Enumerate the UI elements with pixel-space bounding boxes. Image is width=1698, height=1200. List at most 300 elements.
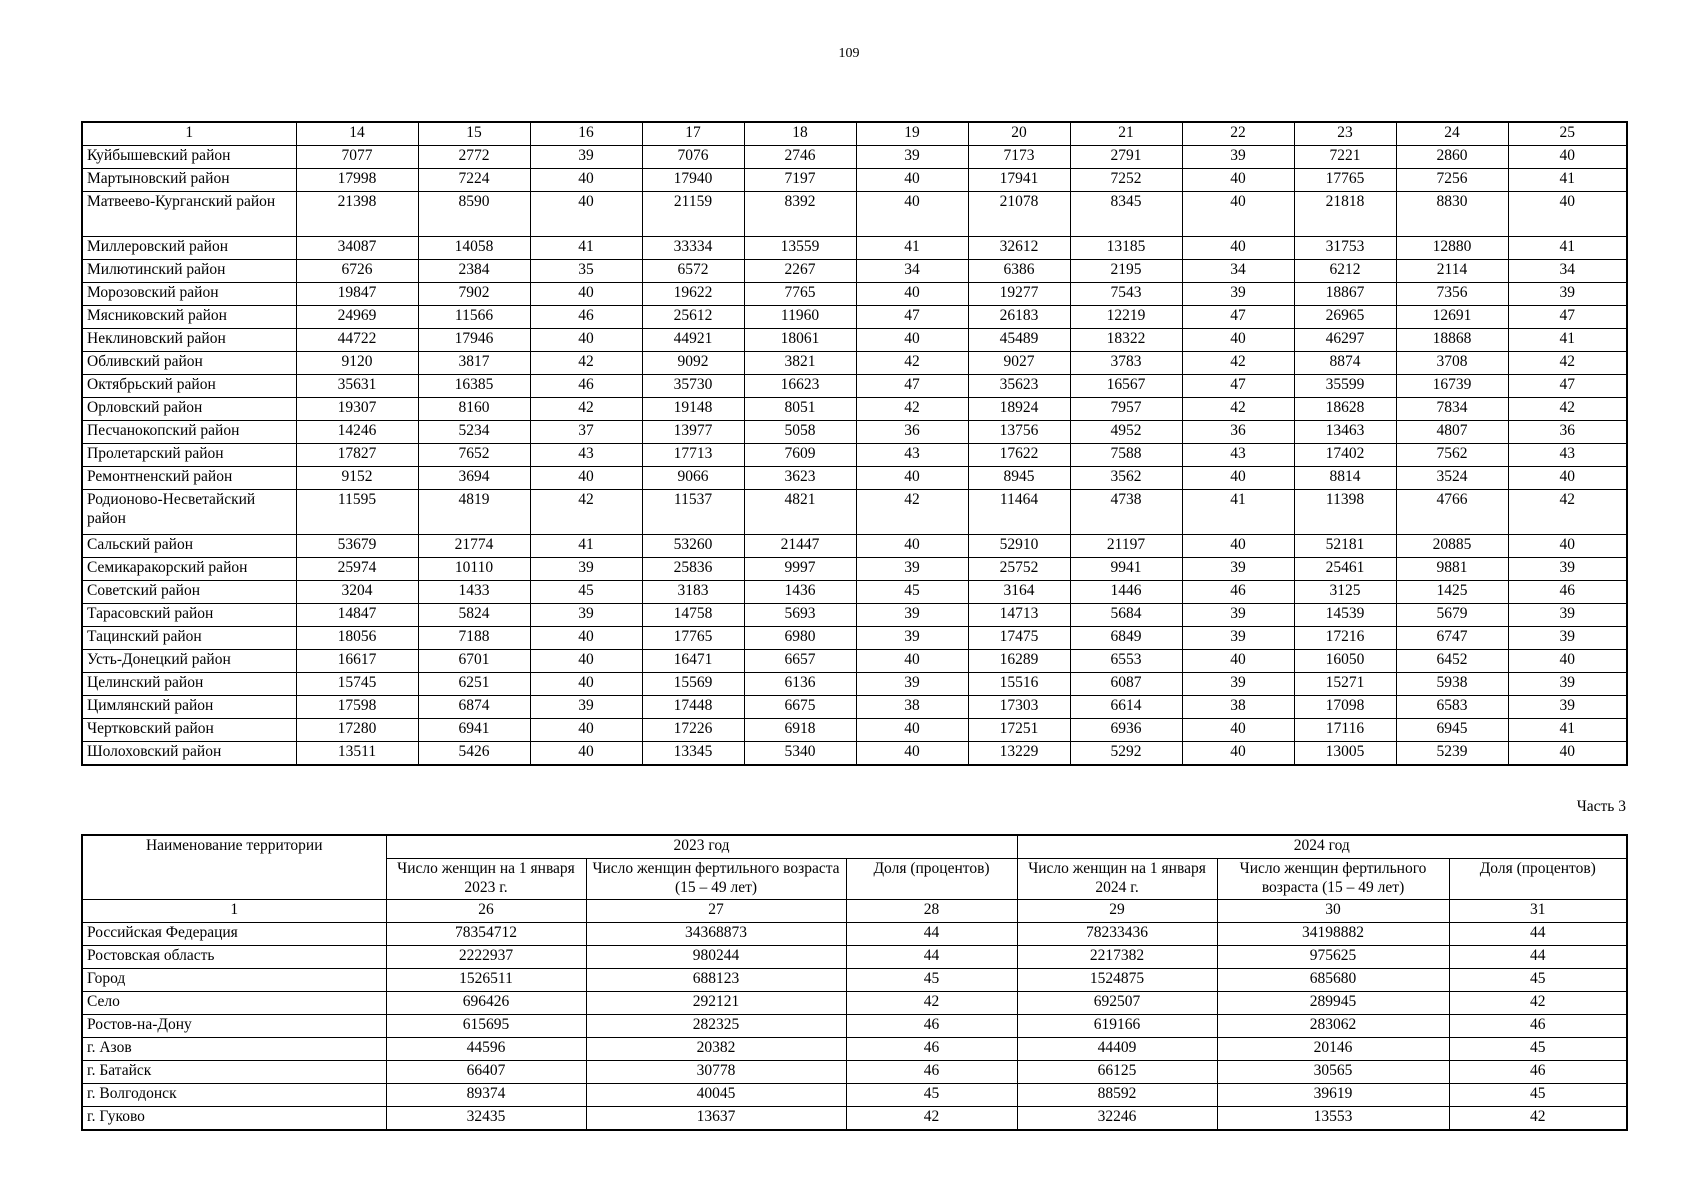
value-cell: 3183 bbox=[642, 581, 744, 604]
value-cell: 17827 bbox=[296, 444, 418, 467]
share-2023-header: Доля (процентов) bbox=[846, 859, 1017, 900]
value-cell: 3562 bbox=[1070, 467, 1182, 490]
value-cell: 44409 bbox=[1017, 1038, 1217, 1061]
value-cell: 5426 bbox=[418, 742, 530, 766]
value-cell: 21078 bbox=[968, 192, 1070, 237]
column-number-cell: 29 bbox=[1017, 900, 1217, 923]
value-cell: 66407 bbox=[386, 1061, 586, 1084]
table-row bbox=[82, 673, 1627, 696]
value-cell: 7765 bbox=[744, 283, 856, 306]
value-cell: 4821 bbox=[744, 490, 856, 535]
value-cell: 19277 bbox=[968, 283, 1070, 306]
table-row bbox=[82, 283, 1627, 306]
value-cell: 52910 bbox=[968, 535, 1070, 558]
value-cell: 36 bbox=[1182, 421, 1294, 444]
district-name-cell: Советский район bbox=[82, 581, 296, 604]
value-cell: 19307 bbox=[296, 398, 418, 421]
value-cell: 20382 bbox=[586, 1038, 846, 1061]
table-row bbox=[82, 169, 1627, 192]
value-cell: 17402 bbox=[1294, 444, 1396, 467]
fertile-2023-header: Число женщин фертильного возраста (15 – 49 лет) bbox=[586, 859, 846, 900]
value-cell: 17765 bbox=[1294, 169, 1396, 192]
value-cell: 39 bbox=[856, 146, 968, 169]
header-row-years bbox=[82, 835, 1627, 859]
district-name-cell: Неклиновский район bbox=[82, 329, 296, 352]
value-cell: 41 bbox=[856, 237, 968, 260]
value-cell: 25752 bbox=[968, 558, 1070, 581]
value-cell: 696426 bbox=[386, 992, 586, 1015]
table-row bbox=[82, 444, 1627, 467]
value-cell: 1436 bbox=[744, 581, 856, 604]
column-number-cell: 31 bbox=[1449, 900, 1627, 923]
value-cell: 15516 bbox=[968, 673, 1070, 696]
value-cell: 292121 bbox=[586, 992, 846, 1015]
column-number-cell: 1 bbox=[82, 900, 386, 923]
value-cell: 7076 bbox=[642, 146, 744, 169]
value-cell: 45489 bbox=[968, 329, 1070, 352]
value-cell: 6945 bbox=[1396, 719, 1508, 742]
year-2023-header: 2023 год bbox=[386, 835, 1017, 859]
value-cell: 688123 bbox=[586, 969, 846, 992]
value-cell: 8051 bbox=[744, 398, 856, 421]
value-cell: 7221 bbox=[1294, 146, 1396, 169]
value-cell: 39 bbox=[1182, 283, 1294, 306]
value-cell: 14539 bbox=[1294, 604, 1396, 627]
value-cell: 43 bbox=[530, 444, 642, 467]
value-cell: 6553 bbox=[1070, 650, 1182, 673]
value-cell: 40 bbox=[1182, 329, 1294, 352]
value-cell: 40 bbox=[856, 192, 968, 237]
district-name-cell: Миллеровский район bbox=[82, 237, 296, 260]
value-cell: 3817 bbox=[418, 352, 530, 375]
value-cell: 53260 bbox=[642, 535, 744, 558]
value-cell: 42 bbox=[846, 1107, 1017, 1131]
value-cell: 17098 bbox=[1294, 696, 1396, 719]
value-cell: 19622 bbox=[642, 283, 744, 306]
table-row bbox=[82, 604, 1627, 627]
value-cell: 21197 bbox=[1070, 535, 1182, 558]
table-row bbox=[82, 650, 1627, 673]
value-cell: 39 bbox=[530, 696, 642, 719]
table-row bbox=[82, 969, 1627, 992]
territory-name-cell: Ростовская область bbox=[82, 946, 386, 969]
value-cell: 282325 bbox=[586, 1015, 846, 1038]
value-cell: 34 bbox=[1182, 260, 1294, 283]
value-cell: 13463 bbox=[1294, 421, 1396, 444]
value-cell: 13559 bbox=[744, 237, 856, 260]
value-cell: 41 bbox=[530, 237, 642, 260]
value-cell: 17598 bbox=[296, 696, 418, 719]
value-cell: 45 bbox=[1449, 1038, 1627, 1061]
value-cell: 42 bbox=[856, 352, 968, 375]
value-cell: 40 bbox=[1508, 535, 1627, 558]
value-cell: 6136 bbox=[744, 673, 856, 696]
table-row bbox=[82, 719, 1627, 742]
value-cell: 46 bbox=[846, 1061, 1017, 1084]
value-cell: 39 bbox=[1182, 604, 1294, 627]
value-cell: 20146 bbox=[1217, 1038, 1449, 1061]
value-cell: 6980 bbox=[744, 627, 856, 650]
value-cell: 39 bbox=[1508, 604, 1627, 627]
value-cell: 39 bbox=[1182, 146, 1294, 169]
column-number-cell: 18 bbox=[744, 122, 856, 146]
district-name-cell: Октябрьский район bbox=[82, 375, 296, 398]
column-number-cell: 15 bbox=[418, 122, 530, 146]
value-cell: 44 bbox=[1449, 946, 1627, 969]
territory-name-cell: г. Азов bbox=[82, 1038, 386, 1061]
territory-name-header: Наименование территории bbox=[82, 835, 386, 900]
value-cell: 6572 bbox=[642, 260, 744, 283]
value-cell: 18924 bbox=[968, 398, 1070, 421]
value-cell: 46 bbox=[1182, 581, 1294, 604]
women-2024-header: Число женщин на 1 января 2024 г. bbox=[1017, 859, 1217, 900]
district-table-continued bbox=[81, 121, 1628, 766]
value-cell: 30565 bbox=[1217, 1061, 1449, 1084]
value-cell: 47 bbox=[1182, 375, 1294, 398]
value-cell: 4819 bbox=[418, 490, 530, 535]
value-cell: 42 bbox=[856, 398, 968, 421]
value-cell: 11464 bbox=[968, 490, 1070, 535]
value-cell: 43 bbox=[1508, 444, 1627, 467]
district-name-cell: Тацинский район bbox=[82, 627, 296, 650]
value-cell: 2195 bbox=[1070, 260, 1182, 283]
value-cell: 40 bbox=[1508, 650, 1627, 673]
value-cell: 7173 bbox=[968, 146, 1070, 169]
value-cell: 42 bbox=[856, 490, 968, 535]
value-cell: 17998 bbox=[296, 169, 418, 192]
value-cell: 9092 bbox=[642, 352, 744, 375]
value-cell: 8874 bbox=[1294, 352, 1396, 375]
value-cell: 18867 bbox=[1294, 283, 1396, 306]
value-cell: 35623 bbox=[968, 375, 1070, 398]
value-cell: 89374 bbox=[386, 1084, 586, 1107]
value-cell: 3204 bbox=[296, 581, 418, 604]
value-cell: 13756 bbox=[968, 421, 1070, 444]
value-cell: 17251 bbox=[968, 719, 1070, 742]
value-cell: 25974 bbox=[296, 558, 418, 581]
table-row bbox=[82, 627, 1627, 650]
value-cell: 7543 bbox=[1070, 283, 1182, 306]
value-cell: 38 bbox=[856, 696, 968, 719]
value-cell: 21818 bbox=[1294, 192, 1396, 237]
value-cell: 35599 bbox=[1294, 375, 1396, 398]
column-number-cell: 17 bbox=[642, 122, 744, 146]
district-name-cell: Матвеево-Курганский район bbox=[82, 192, 296, 237]
value-cell: 9997 bbox=[744, 558, 856, 581]
value-cell: 18061 bbox=[744, 329, 856, 352]
column-number-cell: 24 bbox=[1396, 122, 1508, 146]
table-row bbox=[82, 352, 1627, 375]
value-cell: 39 bbox=[1508, 558, 1627, 581]
value-cell: 45 bbox=[846, 1084, 1017, 1107]
value-cell: 34198882 bbox=[1217, 923, 1449, 946]
value-cell: 42 bbox=[530, 490, 642, 535]
value-cell: 35631 bbox=[296, 375, 418, 398]
district-name-cell: Усть-Донецкий район bbox=[82, 650, 296, 673]
value-cell: 9027 bbox=[968, 352, 1070, 375]
value-cell: 40 bbox=[1182, 719, 1294, 742]
value-cell: 16471 bbox=[642, 650, 744, 673]
district-name-cell: Ремонтненский район bbox=[82, 467, 296, 490]
value-cell: 44596 bbox=[386, 1038, 586, 1061]
value-cell: 40 bbox=[1182, 467, 1294, 490]
value-cell: 46 bbox=[1508, 581, 1627, 604]
table-row bbox=[82, 923, 1627, 946]
value-cell: 46 bbox=[1449, 1061, 1627, 1084]
value-cell: 21447 bbox=[744, 535, 856, 558]
value-cell: 17448 bbox=[642, 696, 744, 719]
value-cell: 42 bbox=[846, 992, 1017, 1015]
value-cell: 16623 bbox=[744, 375, 856, 398]
page-number: 109 bbox=[838, 46, 860, 61]
value-cell: 17622 bbox=[968, 444, 1070, 467]
value-cell: 17116 bbox=[1294, 719, 1396, 742]
column-number-cell: 26 bbox=[386, 900, 586, 923]
value-cell: 13005 bbox=[1294, 742, 1396, 766]
value-cell: 39 bbox=[856, 673, 968, 696]
value-cell: 8830 bbox=[1396, 192, 1508, 237]
value-cell: 46 bbox=[1449, 1015, 1627, 1038]
territory-name-cell: г. Гуково bbox=[82, 1107, 386, 1131]
value-cell: 9152 bbox=[296, 467, 418, 490]
value-cell: 11566 bbox=[418, 306, 530, 329]
value-cell: 39 bbox=[1182, 627, 1294, 650]
table-row bbox=[82, 558, 1627, 581]
value-cell: 46 bbox=[530, 375, 642, 398]
value-cell: 6087 bbox=[1070, 673, 1182, 696]
value-cell: 42 bbox=[1508, 352, 1627, 375]
value-cell: 3708 bbox=[1396, 352, 1508, 375]
table-row bbox=[82, 467, 1627, 490]
value-cell: 7902 bbox=[418, 283, 530, 306]
value-cell: 3623 bbox=[744, 467, 856, 490]
value-cell: 31753 bbox=[1294, 237, 1396, 260]
value-cell: 47 bbox=[856, 375, 968, 398]
value-cell: 16050 bbox=[1294, 650, 1396, 673]
value-cell: 1446 bbox=[1070, 581, 1182, 604]
value-cell: 40 bbox=[530, 169, 642, 192]
value-cell: 40 bbox=[856, 535, 968, 558]
district-name-cell: Обливский район bbox=[82, 352, 296, 375]
value-cell: 78354712 bbox=[386, 923, 586, 946]
value-cell: 46 bbox=[846, 1015, 1017, 1038]
value-cell: 7588 bbox=[1070, 444, 1182, 467]
value-cell: 615695 bbox=[386, 1015, 586, 1038]
value-cell: 37 bbox=[530, 421, 642, 444]
value-cell: 40 bbox=[530, 673, 642, 696]
value-cell: 4766 bbox=[1396, 490, 1508, 535]
value-cell: 47 bbox=[1508, 306, 1627, 329]
table-row bbox=[82, 1061, 1627, 1084]
value-cell: 47 bbox=[856, 306, 968, 329]
table-row bbox=[82, 742, 1627, 766]
value-cell: 15271 bbox=[1294, 673, 1396, 696]
value-cell: 41 bbox=[1508, 169, 1627, 192]
value-cell: 41 bbox=[1508, 719, 1627, 742]
value-cell: 2791 bbox=[1070, 146, 1182, 169]
value-cell: 13977 bbox=[642, 421, 744, 444]
value-cell: 19148 bbox=[642, 398, 744, 421]
value-cell: 44 bbox=[846, 946, 1017, 969]
value-cell: 40 bbox=[1182, 742, 1294, 766]
value-cell: 40 bbox=[856, 283, 968, 306]
value-cell: 6941 bbox=[418, 719, 530, 742]
value-cell: 32435 bbox=[386, 1107, 586, 1131]
value-cell: 14758 bbox=[642, 604, 744, 627]
value-cell: 46 bbox=[846, 1038, 1017, 1061]
value-cell: 41 bbox=[1182, 490, 1294, 535]
value-cell: 5679 bbox=[1396, 604, 1508, 627]
value-cell: 40 bbox=[1182, 169, 1294, 192]
value-cell: 980244 bbox=[586, 946, 846, 969]
year-2024-header: 2024 год bbox=[1017, 835, 1627, 859]
value-cell: 44921 bbox=[642, 329, 744, 352]
value-cell: 692507 bbox=[1017, 992, 1217, 1015]
value-cell: 17475 bbox=[968, 627, 1070, 650]
value-cell: 1524875 bbox=[1017, 969, 1217, 992]
value-cell: 47 bbox=[1182, 306, 1294, 329]
table-row bbox=[82, 146, 1627, 169]
value-cell: 35730 bbox=[642, 375, 744, 398]
value-cell: 2222937 bbox=[386, 946, 586, 969]
table-row bbox=[82, 696, 1627, 719]
value-cell: 21398 bbox=[296, 192, 418, 237]
table-row bbox=[82, 535, 1627, 558]
value-cell: 40 bbox=[1182, 192, 1294, 237]
value-cell: 39 bbox=[530, 146, 642, 169]
value-cell: 6452 bbox=[1396, 650, 1508, 673]
value-cell: 9120 bbox=[296, 352, 418, 375]
value-cell: 14847 bbox=[296, 604, 418, 627]
value-cell: 13345 bbox=[642, 742, 744, 766]
column-number-cell: 20 bbox=[968, 122, 1070, 146]
value-cell: 40 bbox=[856, 719, 968, 742]
value-cell: 7652 bbox=[418, 444, 530, 467]
value-cell: 5292 bbox=[1070, 742, 1182, 766]
value-cell: 47 bbox=[1508, 375, 1627, 398]
value-cell: 6675 bbox=[744, 696, 856, 719]
column-number-cell: 1 bbox=[82, 122, 296, 146]
column-number-cell: 23 bbox=[1294, 122, 1396, 146]
table-row bbox=[82, 1015, 1627, 1038]
district-name-cell: Песчанокопский район bbox=[82, 421, 296, 444]
value-cell: 40 bbox=[1508, 146, 1627, 169]
value-cell: 42 bbox=[530, 352, 642, 375]
value-cell: 39 bbox=[1508, 673, 1627, 696]
value-cell: 40 bbox=[530, 650, 642, 673]
value-cell: 7077 bbox=[296, 146, 418, 169]
value-cell: 46297 bbox=[1294, 329, 1396, 352]
value-cell: 40 bbox=[856, 169, 968, 192]
value-cell: 6657 bbox=[744, 650, 856, 673]
fertile-2024-header: Число женщин фертильного возраста (15 – 49 лет) bbox=[1217, 859, 1449, 900]
value-cell: 13637 bbox=[586, 1107, 846, 1131]
value-cell: 8814 bbox=[1294, 467, 1396, 490]
value-cell: 6212 bbox=[1294, 260, 1396, 283]
district-name-cell: Чертковский район bbox=[82, 719, 296, 742]
value-cell: 34087 bbox=[296, 237, 418, 260]
value-cell: 11595 bbox=[296, 490, 418, 535]
value-cell: 17941 bbox=[968, 169, 1070, 192]
column-number-cell: 16 bbox=[530, 122, 642, 146]
value-cell: 30778 bbox=[586, 1061, 846, 1084]
district-name-cell: Шолоховский район bbox=[82, 742, 296, 766]
district-name-cell: Куйбышевский район bbox=[82, 146, 296, 169]
value-cell: 34 bbox=[856, 260, 968, 283]
value-cell: 6251 bbox=[418, 673, 530, 696]
value-cell: 283062 bbox=[1217, 1015, 1449, 1038]
table-row bbox=[82, 192, 1627, 237]
value-cell: 39619 bbox=[1217, 1084, 1449, 1107]
value-cell: 42 bbox=[1449, 1107, 1627, 1131]
value-cell: 13553 bbox=[1217, 1107, 1449, 1131]
value-cell: 3821 bbox=[744, 352, 856, 375]
value-cell: 39 bbox=[1182, 558, 1294, 581]
value-cell: 7224 bbox=[418, 169, 530, 192]
district-name-cell: Мартыновский район bbox=[82, 169, 296, 192]
value-cell: 3524 bbox=[1396, 467, 1508, 490]
value-cell: 45 bbox=[1449, 1084, 1627, 1107]
value-cell: 33334 bbox=[642, 237, 744, 260]
value-cell: 40045 bbox=[586, 1084, 846, 1107]
value-cell: 21774 bbox=[418, 535, 530, 558]
value-cell: 15745 bbox=[296, 673, 418, 696]
value-cell: 11537 bbox=[642, 490, 744, 535]
value-cell: 43 bbox=[856, 444, 968, 467]
value-cell: 43 bbox=[1182, 444, 1294, 467]
value-cell: 41 bbox=[1508, 329, 1627, 352]
value-cell: 39 bbox=[530, 604, 642, 627]
value-cell: 39 bbox=[856, 558, 968, 581]
value-cell: 34368873 bbox=[586, 923, 846, 946]
value-cell: 7562 bbox=[1396, 444, 1508, 467]
value-cell: 1425 bbox=[1396, 581, 1508, 604]
table-row bbox=[82, 1107, 1627, 1131]
women-2023-header: Число женщин на 1 января 2023 г. bbox=[386, 859, 586, 900]
value-cell: 17303 bbox=[968, 696, 1070, 719]
value-cell: 39 bbox=[1182, 673, 1294, 696]
district-name-cell: Тарасовский район bbox=[82, 604, 296, 627]
value-cell: 14058 bbox=[418, 237, 530, 260]
value-cell: 2114 bbox=[1396, 260, 1508, 283]
value-cell: 2384 bbox=[418, 260, 530, 283]
column-number-cell: 28 bbox=[846, 900, 1017, 923]
territory-name-cell: г. Батайск bbox=[82, 1061, 386, 1084]
value-cell: 6747 bbox=[1396, 627, 1508, 650]
value-cell: 21159 bbox=[642, 192, 744, 237]
value-cell: 13229 bbox=[968, 742, 1070, 766]
territory-name-cell: Российская Федерация bbox=[82, 923, 386, 946]
column-number-cell: 14 bbox=[296, 122, 418, 146]
district-name-cell: Семикаракорский район bbox=[82, 558, 296, 581]
table-row bbox=[82, 1084, 1627, 1107]
value-cell: 24969 bbox=[296, 306, 418, 329]
value-cell: 45 bbox=[530, 581, 642, 604]
table-row bbox=[82, 581, 1627, 604]
table-row bbox=[82, 1038, 1627, 1061]
value-cell: 6386 bbox=[968, 260, 1070, 283]
value-cell: 42 bbox=[1449, 992, 1627, 1015]
value-cell: 7197 bbox=[744, 169, 856, 192]
value-cell: 2746 bbox=[744, 146, 856, 169]
territory-name-cell: г. Волгодонск bbox=[82, 1084, 386, 1107]
value-cell: 7256 bbox=[1396, 169, 1508, 192]
value-cell: 12691 bbox=[1396, 306, 1508, 329]
value-cell: 9941 bbox=[1070, 558, 1182, 581]
value-cell: 8160 bbox=[418, 398, 530, 421]
column-number-cell: 27 bbox=[586, 900, 846, 923]
district-name-cell: Морозовский район bbox=[82, 283, 296, 306]
